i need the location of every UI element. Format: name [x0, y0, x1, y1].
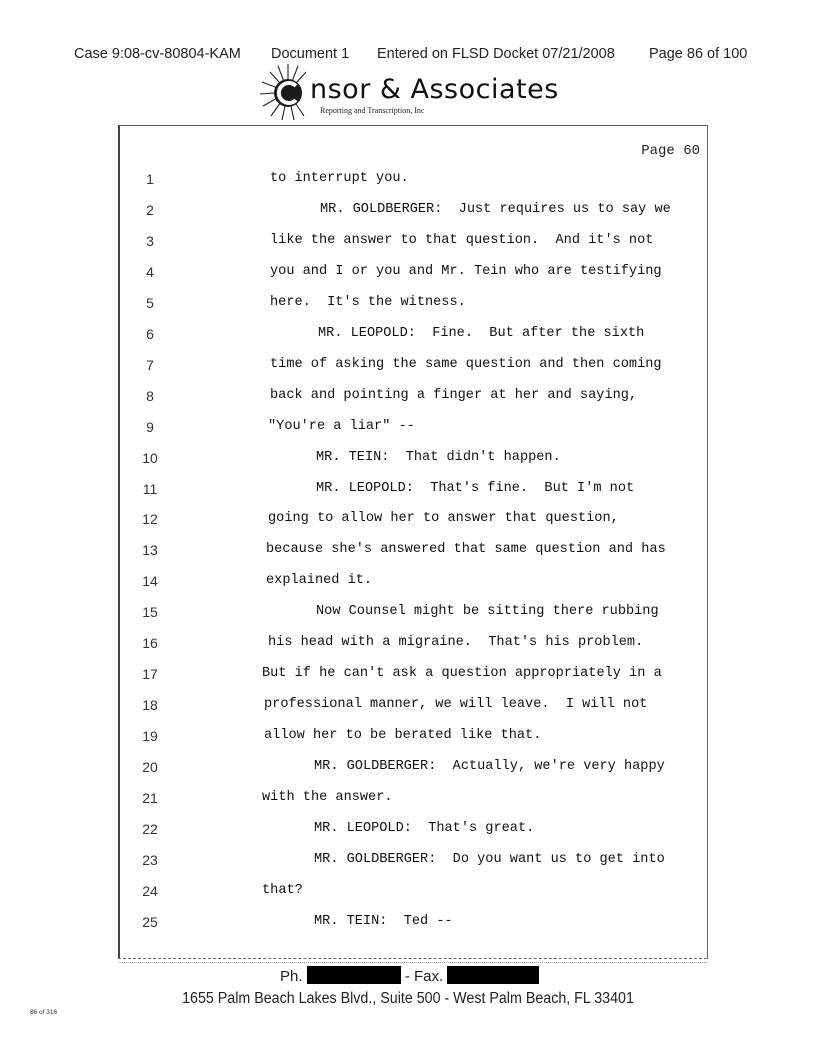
transcript-page-number: Page 60	[641, 143, 700, 159]
case-number: Case 9:08-cv-80804-KAM	[74, 46, 241, 62]
transcript-line: MR. GOLDBERGER: Do you want us to get into	[314, 852, 665, 867]
transcript-line: allow her to be berated like that.	[264, 728, 542, 743]
logo-tagline: Reporting and Transcription, Inc	[320, 106, 425, 115]
fax-redaction	[447, 966, 539, 984]
fax-label: - Fax.	[404, 968, 444, 985]
transcript-line: his head with a migraine. That's his problem.	[268, 635, 644, 650]
line-number: 18	[142, 697, 158, 713]
frame-bottom-border	[118, 958, 707, 963]
transcript-line: because she's answered that same question and has	[266, 542, 666, 557]
transcript-line: explained it.	[266, 573, 373, 588]
line-number: 19	[142, 728, 158, 744]
page-of: Page 86 of 100	[649, 46, 748, 62]
line-number: 25	[142, 914, 158, 930]
transcript-line: with the answer.	[262, 790, 393, 805]
transcript-line: Now Counsel might be sitting there rubbing	[316, 604, 659, 619]
logo-name: nsor & Associates	[310, 74, 559, 105]
line-number: 7	[146, 357, 154, 373]
transcript-line: MR. GOLDBERGER: Just requires us to say we	[320, 202, 671, 217]
transcript-line: MR. GOLDBERGER: Actually, we're very happy	[314, 759, 665, 774]
line-number: 16	[142, 635, 158, 651]
company-address: 1655 Palm Beach Lakes Blvd., Suite 500 - West Palm Beach, FL 33401	[182, 990, 634, 1007]
line-number: 3	[146, 233, 154, 249]
transcript-line: MR. LEOPOLD: That's great.	[314, 821, 535, 836]
line-number: 8	[146, 388, 154, 404]
line-number: 4	[146, 264, 154, 280]
transcript-line: that?	[262, 883, 303, 898]
line-number: 5	[146, 295, 154, 311]
line-number: 14	[142, 573, 158, 589]
line-number: 9	[146, 419, 154, 435]
line-number: 21	[142, 790, 158, 806]
phone-label: Ph.	[280, 968, 303, 985]
transcript-line: professional manner, we will leave. I will not	[264, 697, 648, 712]
line-number: 15	[142, 604, 158, 620]
transcript-line: "You're a liar" --	[268, 419, 415, 434]
transcript-line: going to allow her to answer that question,	[268, 511, 619, 526]
line-number: 24	[142, 883, 158, 899]
line-number: 2	[146, 202, 154, 218]
transcript-line: MR. TEIN: Ted --	[314, 914, 453, 929]
transcript-line: like the answer to that question. And it's not	[270, 233, 654, 248]
line-number: 1	[146, 171, 154, 187]
line-number: 6	[146, 326, 154, 342]
contact-row	[280, 966, 539, 985]
line-number: 17	[142, 666, 158, 682]
page-count: 86 of 316	[30, 1009, 58, 1016]
docket-entry: Entered on FLSD Docket 07/21/2008	[377, 46, 615, 62]
transcript-line: here. It's the witness.	[270, 295, 466, 310]
line-number: 22	[142, 821, 158, 837]
line-number: 20	[142, 759, 158, 775]
company-logo	[258, 62, 558, 122]
transcript-line: back and pointing a finger at her and saying,	[270, 388, 638, 403]
transcript-line: But if he can't ask a question appropriately in a	[262, 666, 662, 681]
transcript-line: MR. LEOPOLD: That's fine. But I'm not	[316, 481, 635, 496]
line-number: 23	[142, 852, 158, 868]
line-number: 13	[142, 542, 158, 558]
transcript-line: to interrupt you.	[270, 171, 409, 186]
transcript-line: time of asking the same question and then coming	[270, 357, 662, 372]
phone-redaction	[307, 966, 401, 984]
line-number: 11	[142, 481, 158, 497]
transcript-line: MR. TEIN: That didn't happen.	[316, 450, 561, 465]
transcript-line: MR. LEOPOLD: Fine. But after the sixth	[318, 326, 645, 341]
document-number: Document 1	[271, 46, 350, 62]
sunburst-c-icon	[258, 62, 318, 122]
transcript-line: you and I or you and Mr. Tein who are testifying	[270, 264, 662, 279]
line-number: 12	[142, 511, 158, 527]
line-number: 10	[142, 450, 158, 466]
